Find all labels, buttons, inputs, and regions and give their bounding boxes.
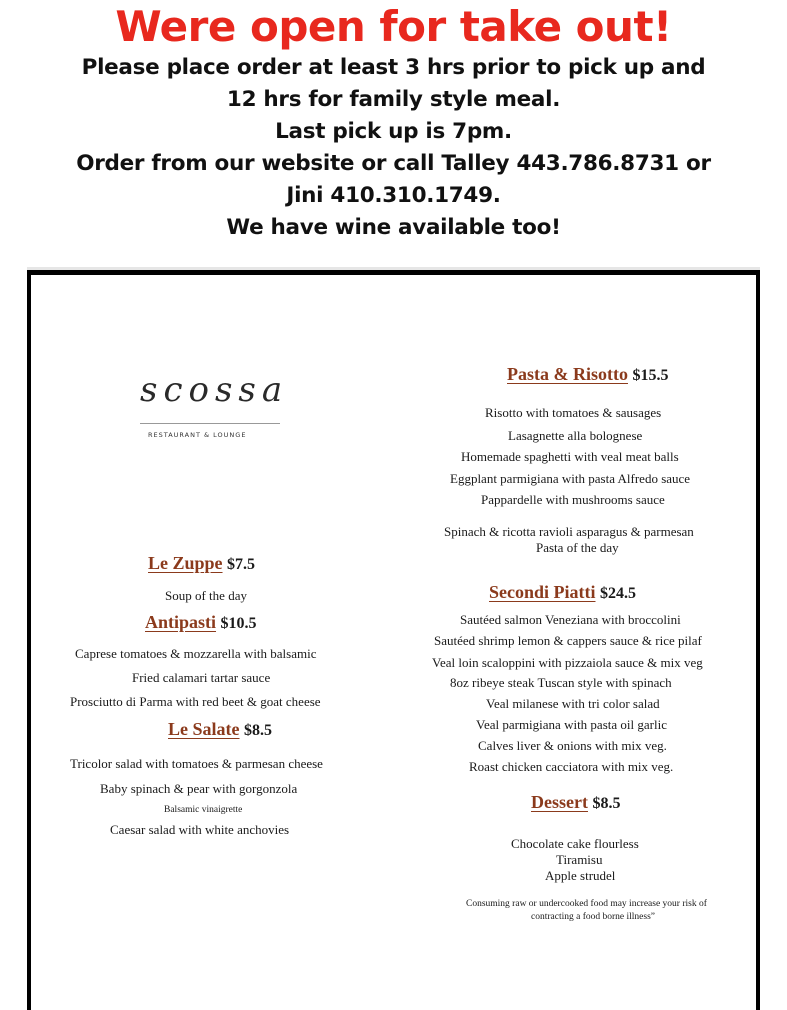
section-title: Le Salate (168, 719, 240, 739)
menu-item: Roast chicken cacciatora with mix veg. (469, 759, 674, 774)
section-title: Pasta & Risotto (507, 364, 628, 384)
menu-item: Eggplant parmigiana with pasta Alfredo sauce (450, 471, 691, 486)
menu-item: Sautéed salmon Veneziana with broccolini (460, 612, 681, 627)
menu-item: 8oz ribeye steak Tuscan style with spinach (450, 675, 672, 690)
logo-divider (140, 423, 280, 424)
section-antipasti (145, 612, 257, 633)
menu-item: Risotto with tomatoes & sausages (485, 405, 662, 420)
menu-item: Chocolate cake flourless (511, 836, 639, 851)
section-le-salate (168, 719, 272, 740)
section-le-zuppe (148, 553, 255, 574)
headline: Were open for take out! (115, 2, 672, 51)
menu-item: Veal loin scaloppini with pizzaiola sauce & mix veg (432, 655, 703, 670)
info-line-5: Jini 410.310.1749. (286, 183, 501, 208)
section-title: Antipasti (145, 612, 217, 632)
menu-item: Prosciutto di Parma with red beet & goat cheese (70, 694, 321, 709)
menu-item: Pappardelle with mushrooms sauce (481, 492, 665, 507)
info-line-4: Order from our website or call Talley 443.786.8731 or (76, 151, 711, 176)
section-price: $24.5 (600, 585, 636, 602)
disclaimer-line-2: contracting a food borne illness” (531, 912, 655, 922)
menu-item: Sautéed shrimp lemon & cappers sauce & rice pilaf (434, 633, 702, 648)
section-pasta-risotto (507, 364, 668, 385)
section-title: Secondi Piatti (489, 582, 596, 602)
menu-item: Tricolor salad with tomatoes & parmesan cheese (70, 756, 323, 771)
section-title: Dessert (531, 792, 588, 812)
section-dessert (531, 792, 620, 813)
logo-wordmark: scossa (140, 370, 289, 410)
menu-item: Soup of the day (165, 588, 247, 603)
restaurant-logo (140, 365, 289, 455)
info-line-2: 12 hrs for family style meal. (226, 87, 561, 112)
menu-item: Baby spinach & pear with gorgonzola (100, 781, 298, 796)
menu-item: Tiramisu (556, 852, 603, 867)
menu-item: Pasta of the day (536, 540, 619, 555)
info-line-6: We have wine available too! (226, 215, 561, 240)
menu-item: Spinach & ricotta ravioli asparagus & parmesan (444, 524, 694, 539)
menu-item: Caesar salad with white anchovies (110, 822, 290, 837)
info-line-1: Please place order at least 3 hrs prior to pick up and (81, 55, 706, 80)
menu-item: Apple strudel (545, 868, 616, 883)
section-price: $8.5 (244, 722, 272, 739)
info-line-3: Last pick up is 7pm. (275, 119, 512, 144)
section-secondi-piatti (489, 582, 636, 603)
section-title: Le Zuppe (148, 553, 223, 573)
menu-item-note: Balsamic vinaigrette (164, 805, 243, 815)
disclaimer-line-1: Consuming raw or undercooked food may increase your risk of (466, 899, 707, 909)
logo-subtitle: RESTAURANT & LOUNGE (148, 431, 247, 439)
section-price: $7.5 (227, 556, 256, 573)
menu-item: Calves liver & onions with mix veg. (478, 738, 667, 753)
menu-item: Lasagnette alla bolognese (508, 428, 643, 443)
menu-item: Fried calamari tartar sauce (132, 670, 271, 685)
menu-item: Veal milanese with tri color salad (486, 696, 660, 711)
section-price: $15.5 (632, 367, 669, 384)
menu-item: Veal parmigiana with pasta oil garlic (476, 717, 667, 732)
announcement-banner (0, 0, 787, 244)
section-price: $8.5 (592, 795, 621, 812)
section-price: $10.5 (220, 615, 257, 632)
menu-item: Homemade spaghetti with veal meat balls (461, 449, 679, 464)
menu-item: Caprese tomatoes & mozzarella with balsamic (75, 646, 317, 661)
